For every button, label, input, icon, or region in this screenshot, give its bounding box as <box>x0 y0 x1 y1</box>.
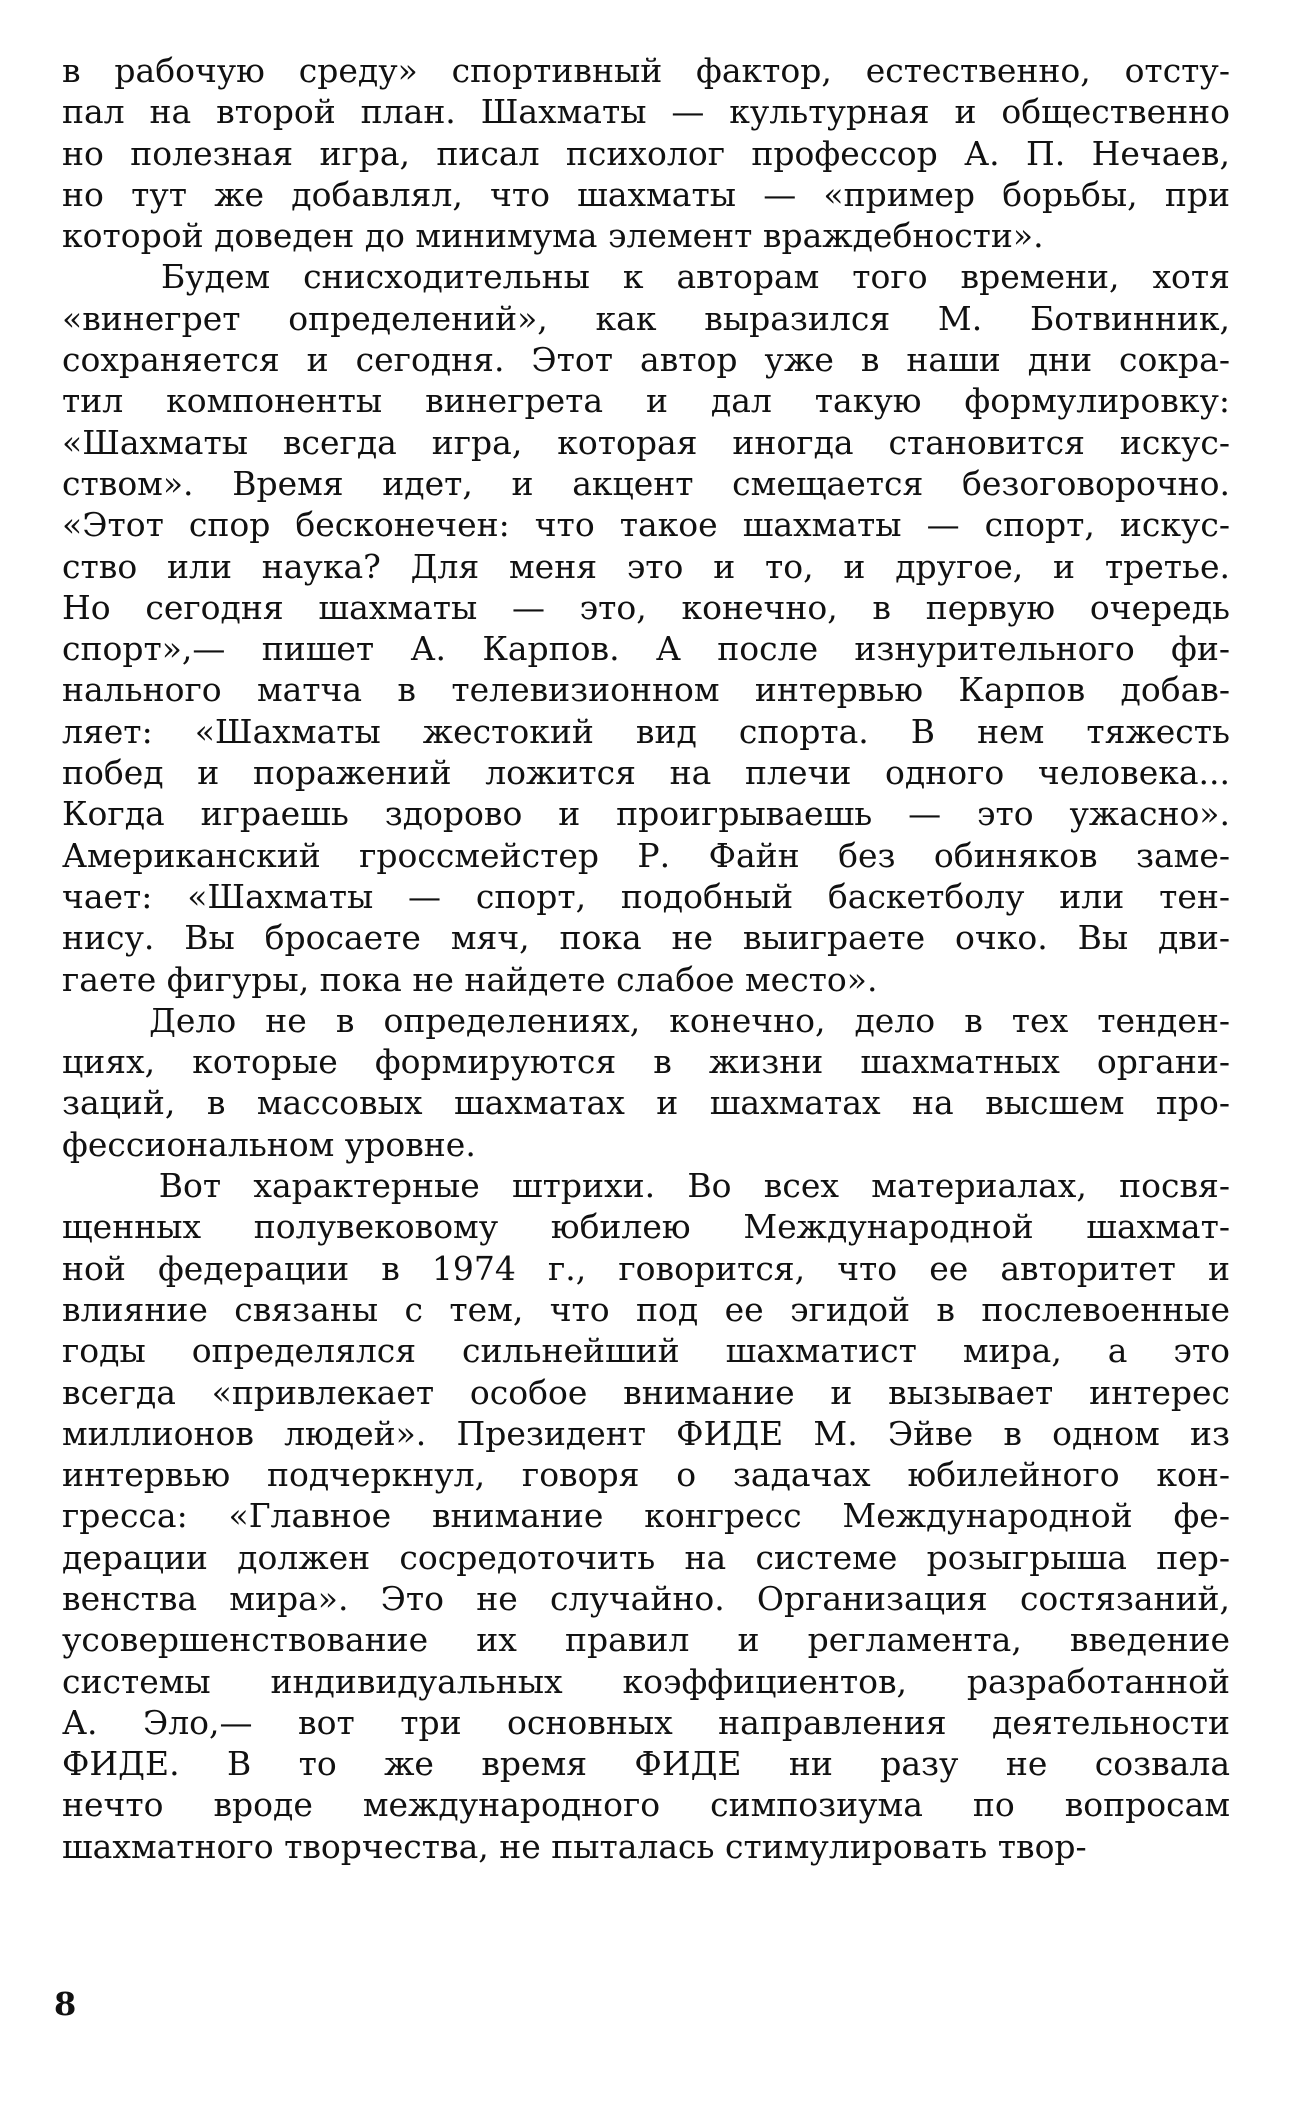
text-line: чает: «Шахматы — спорт, подобный баскетболу или тен- <box>62 876 1230 916</box>
text-line: фессиональном уровне. <box>62 1124 476 1164</box>
text-line: Когда играешь здорово и проигрываешь — это ужасно». <box>62 794 1230 834</box>
text-line: усовершенствование их правил и регламента, введение <box>62 1620 1230 1660</box>
text-line: циях, которые формируются в жизни шахматных органи- <box>62 1042 1230 1082</box>
text-line: побед и поражений ложится на плечи одного человека... <box>62 753 1230 793</box>
paragraph <box>62 50 1230 256</box>
text-line: нису. Вы бросаете мяч, пока не выиграете очко. Вы дви- <box>62 918 1230 958</box>
text-line: «винегрет определений», как выразился М. Ботвинник, <box>62 298 1230 338</box>
text-line: годы определялся сильнейший шахматист мира, а это <box>62 1331 1230 1371</box>
text-line: Американский гроссмейстер Р. Файн без обиняков заме- <box>62 835 1230 875</box>
text-line: ФИДЕ. В то же время ФИДЕ ни разу не созвала <box>62 1744 1230 1784</box>
text-line: шахматного творчества, не пыталась стимулировать твор- <box>62 1826 1087 1866</box>
text-line: «Шахматы всегда игра, которая иногда становится искус- <box>62 422 1230 462</box>
text-line: нального матча в телевизионном интервью Карпов добав- <box>62 670 1230 710</box>
text-line: щенных полувековому юбилею Международной шахмат- <box>62 1207 1230 1247</box>
text-line: всегда «привлекает особое внимание и вызывает интерес <box>62 1372 1230 1412</box>
text-line: спорт»,— пишет А. Карпов. А после изнурительного фи- <box>62 629 1230 669</box>
text-line: ство или наука? Для меня это и то, и другое, и третье. <box>62 546 1230 586</box>
text-line: в рабочую среду» спортивный фактор, естественно, отсту- <box>62 51 1230 90</box>
text-line: сохраняется и сегодня. Этот автор уже в наши дни сокра- <box>62 340 1230 380</box>
text-line: Вот характерные штрихи. Во всех материалах, посвя- <box>62 1166 1230 1206</box>
text-line: нечто вроде международного симпозиума по вопросам <box>62 1785 1230 1825</box>
text-line: гаете фигуры, пока не найдете слабое место». <box>62 959 878 999</box>
text-line: дерации должен сосредоточить на системе розыгрыша пер- <box>62 1537 1230 1577</box>
page-number: 8 <box>54 1985 77 2023</box>
text-line: заций, в массовых шахматах и шахматах на высшем про- <box>62 1083 1230 1123</box>
text-line: Будем снисходительны к авторам того времени, хотя <box>62 257 1230 297</box>
text-line: А. Эло,— вот три основных направления деятельности <box>62 1702 1230 1742</box>
body-text <box>62 50 1230 1867</box>
text-line: миллионов людей». Президент ФИДЕ М. Эйве в одном из <box>62 1413 1230 1453</box>
text-line: Но сегодня шахматы — это, конечно, в первую очередь <box>62 587 1230 627</box>
text-line: ством». Время идет, и акцент смещается безоговорочно. <box>62 463 1230 503</box>
text-line: системы индивидуальных коэффициентов, разработанной <box>62 1661 1230 1701</box>
text-line: венства мира». Это не случайно. Организация состязаний, <box>62 1578 1230 1618</box>
text-line: но полезная игра, писал психолог профессор А. П. Нечаев, <box>62 133 1230 173</box>
text-line: ляет: «Шахматы жестокий вид спорта. В нем тяжесть <box>62 711 1230 751</box>
text-line: пал на второй план. Шахматы — культурная и общественно <box>62 92 1230 132</box>
text-line: интервью подчеркнул, говоря о задачах юбилейного кон- <box>62 1455 1230 1495</box>
text-line: гресса: «Главное внимание конгресс Международной фе- <box>62 1496 1230 1536</box>
text-line: но тут же добавлял, что шахматы — «пример борьбы, при <box>62 174 1230 214</box>
paragraph <box>62 1000 1230 1165</box>
text-line: ной федерации в 1974 г., говорится, что ее авторитет и <box>62 1248 1230 1288</box>
text-line: «Этот спор бесконечен: что такое шахматы — спорт, искус- <box>62 505 1230 545</box>
text-line: влияние связаны с тем, что под ее эгидой в послевоенные <box>62 1289 1230 1329</box>
paragraph <box>62 256 1230 999</box>
paragraph <box>62 1165 1230 1867</box>
text-line: тил компоненты винегрета и дал такую формулировку: <box>62 381 1230 421</box>
text-line: Дело не в определениях, конечно, дело в тех тенден- <box>62 1000 1230 1040</box>
text-line: которой доведен до минимума элемент враждебности». <box>62 216 1044 256</box>
